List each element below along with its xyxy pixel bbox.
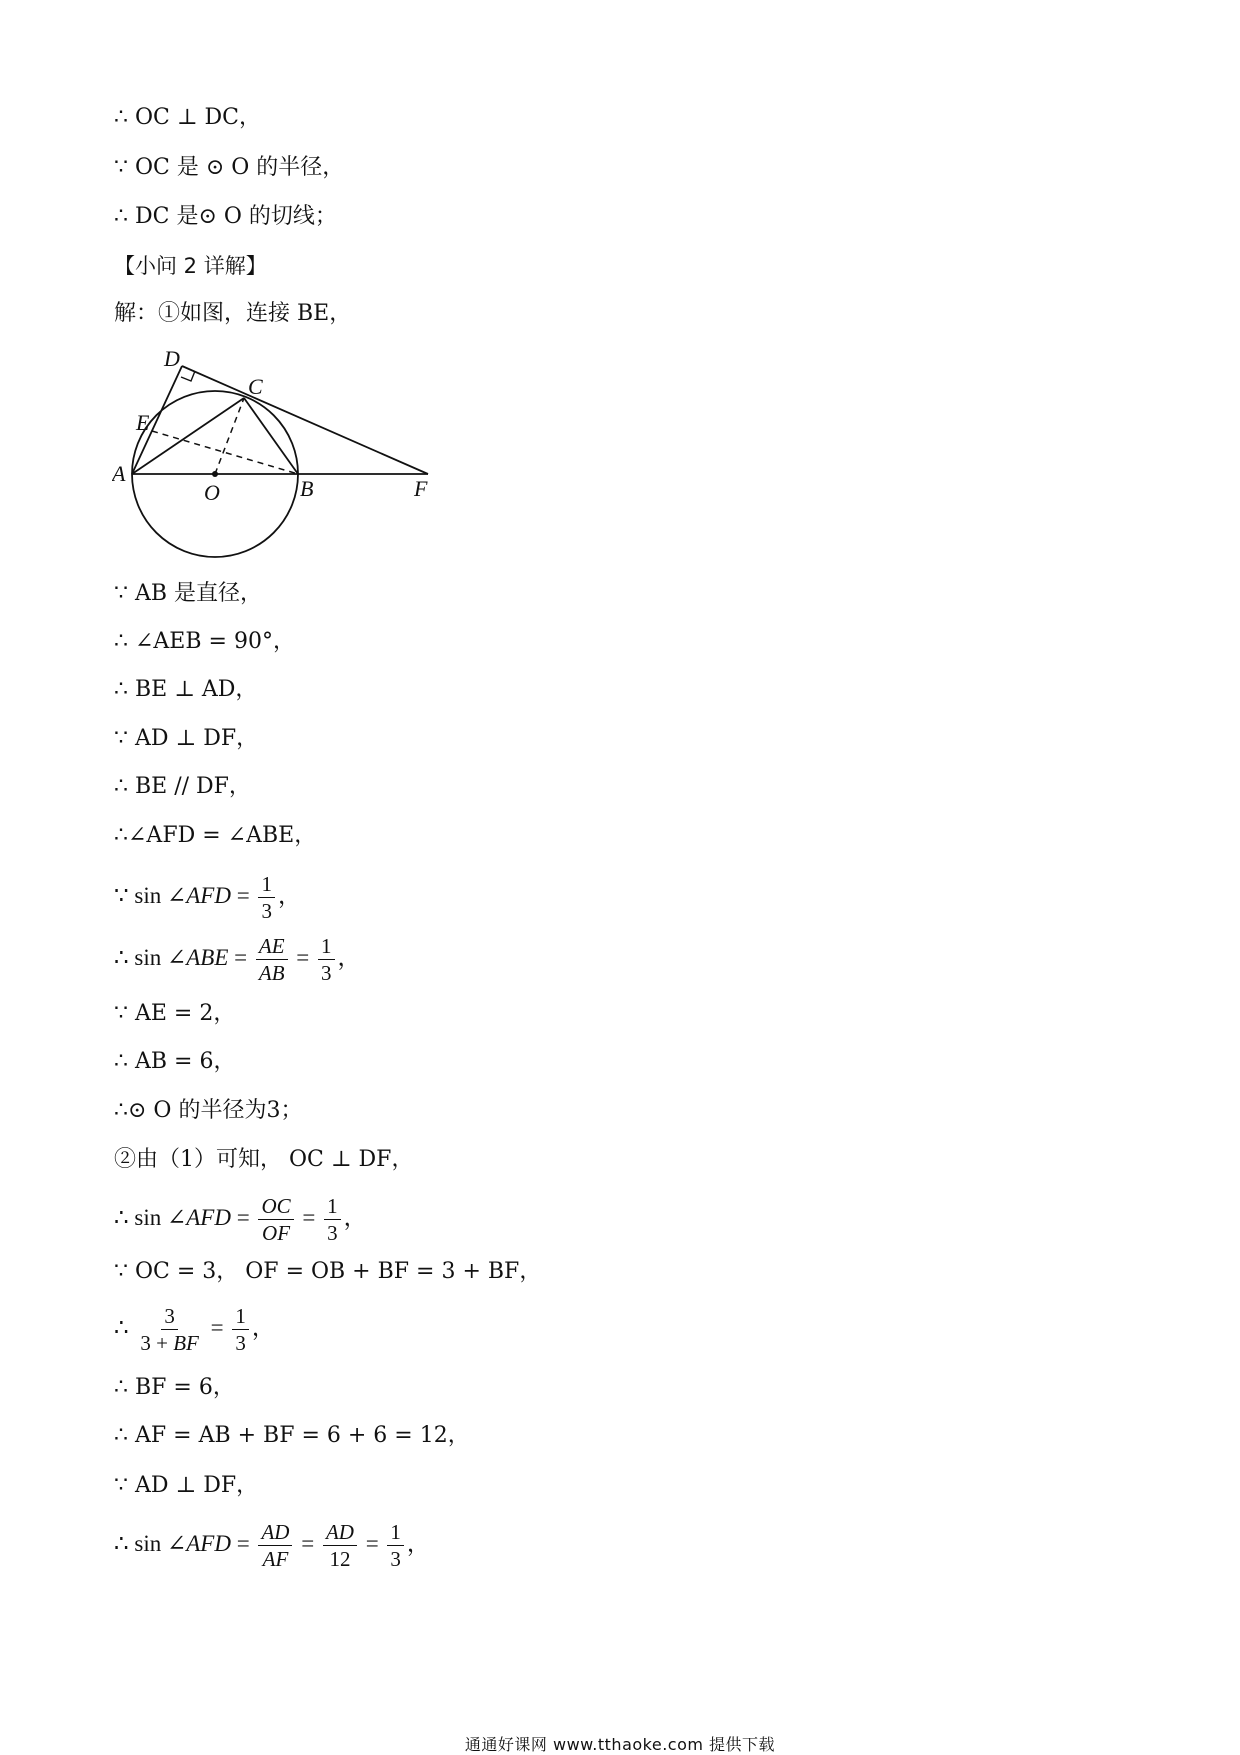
section-heading: 【小问 2 详解】: [114, 254, 267, 278]
label-c: C: [248, 374, 263, 399]
fraction: $\frac{AE}{AB}$: [256, 935, 288, 984]
line-cb: [244, 398, 298, 474]
fraction: $\frac{3}{3 + BF}$: [140, 1303, 199, 1355]
proof-line-1: ∴ OC ⊥ DC，: [114, 105, 262, 130]
proof-line-5: 解：①如图，连接 BE，: [114, 301, 352, 326]
proof-line-9: ∵ AD ⊥ DF，: [114, 726, 259, 751]
proof-line-18: ∴ sin ∠AFD = $\frac{OC}{OF}$ = $\frac{1}{3}$ ，: [114, 1193, 367, 1245]
proof-line-13: ∴ sin ∠ABE = $\frac{AE}{AB}$ = $\frac{1}{3}$ ，: [114, 933, 361, 985]
proof-line-7: ∴ ∠AEB = 90°，: [114, 629, 295, 654]
proof-line-3: ∴ DC 是⊙ O 的切线；: [114, 204, 337, 229]
proof-line-11: ∴∠AFD = ∠ABE，: [114, 823, 317, 848]
fraction: $\frac{OC}{OF}$: [258, 1195, 293, 1244]
proof-line-21: ∴ BF = 6，: [114, 1375, 235, 1400]
line-oc: [215, 398, 244, 474]
label-e: E: [136, 410, 150, 435]
proof-line-23: ∵ AD ⊥ DF，: [114, 1473, 259, 1498]
line-be: [152, 431, 298, 474]
label-f: F: [414, 476, 428, 501]
page-footer: 通通好课网 www.tthaoke.com 提供下载: [464, 1735, 776, 1754]
label-b: B: [300, 476, 314, 501]
fraction: $\frac{1}{3}$: [324, 1195, 341, 1244]
proof-line-22: ∴ AF = AB + BF = 6 + 6 = 12，: [114, 1423, 470, 1448]
right-angle-mark: [181, 371, 195, 381]
proof-line-17: ②由（1）可知， OC ⊥ DF，: [114, 1147, 414, 1172]
fraction: $\frac{1}{3}$: [232, 1305, 249, 1354]
fraction: $\frac{1}{3}$: [318, 935, 335, 984]
proof-line-20: ∴ $\frac{3}{3 + BF}$ = $\frac{1}{3}$ ，: [114, 1303, 275, 1355]
fraction: $\frac{AD}{AF}$: [258, 1521, 292, 1570]
proof-line-19: ∵ OC = 3， OF = OB + BF = 3 + BF，: [114, 1259, 542, 1284]
label-o: O: [204, 480, 220, 505]
geometry-figure: [112, 346, 442, 566]
proof-line-10: ∴ BE // DF，: [114, 774, 251, 799]
proof-line-24: ∴ sin ∠AFD = $\frac{AD}{AF}$ = $\frac{AD}{12}$ = $\frac{1}{3}$ ，: [114, 1519, 430, 1571]
proof-line-2: ∵ OC 是 ⊙ O 的半径，: [114, 155, 345, 180]
proof-line-6: ∵ AB 是直径，: [114, 581, 263, 606]
proof-line-16: ∴⊙ O 的半径为3；: [114, 1098, 303, 1123]
line-df: [182, 366, 428, 474]
proof-line-14: ∵ AE = 2，: [114, 1001, 236, 1026]
fraction: $\frac{1}{3}$: [258, 873, 275, 922]
label-a: A: [112, 461, 126, 486]
proof-line-8: ∴ BE ⊥ AD，: [114, 677, 258, 702]
proof-line-15: ∴ AB = 6，: [114, 1049, 236, 1074]
proof-line-12: ∵ sin ∠AFD = $\frac{1}{3}$ ，: [114, 871, 301, 923]
label-d: D: [164, 346, 180, 371]
center-dot: [212, 471, 218, 477]
fraction: $\frac{1}{3}$: [387, 1521, 404, 1570]
fraction: $\frac{AD}{12}$: [323, 1521, 357, 1570]
